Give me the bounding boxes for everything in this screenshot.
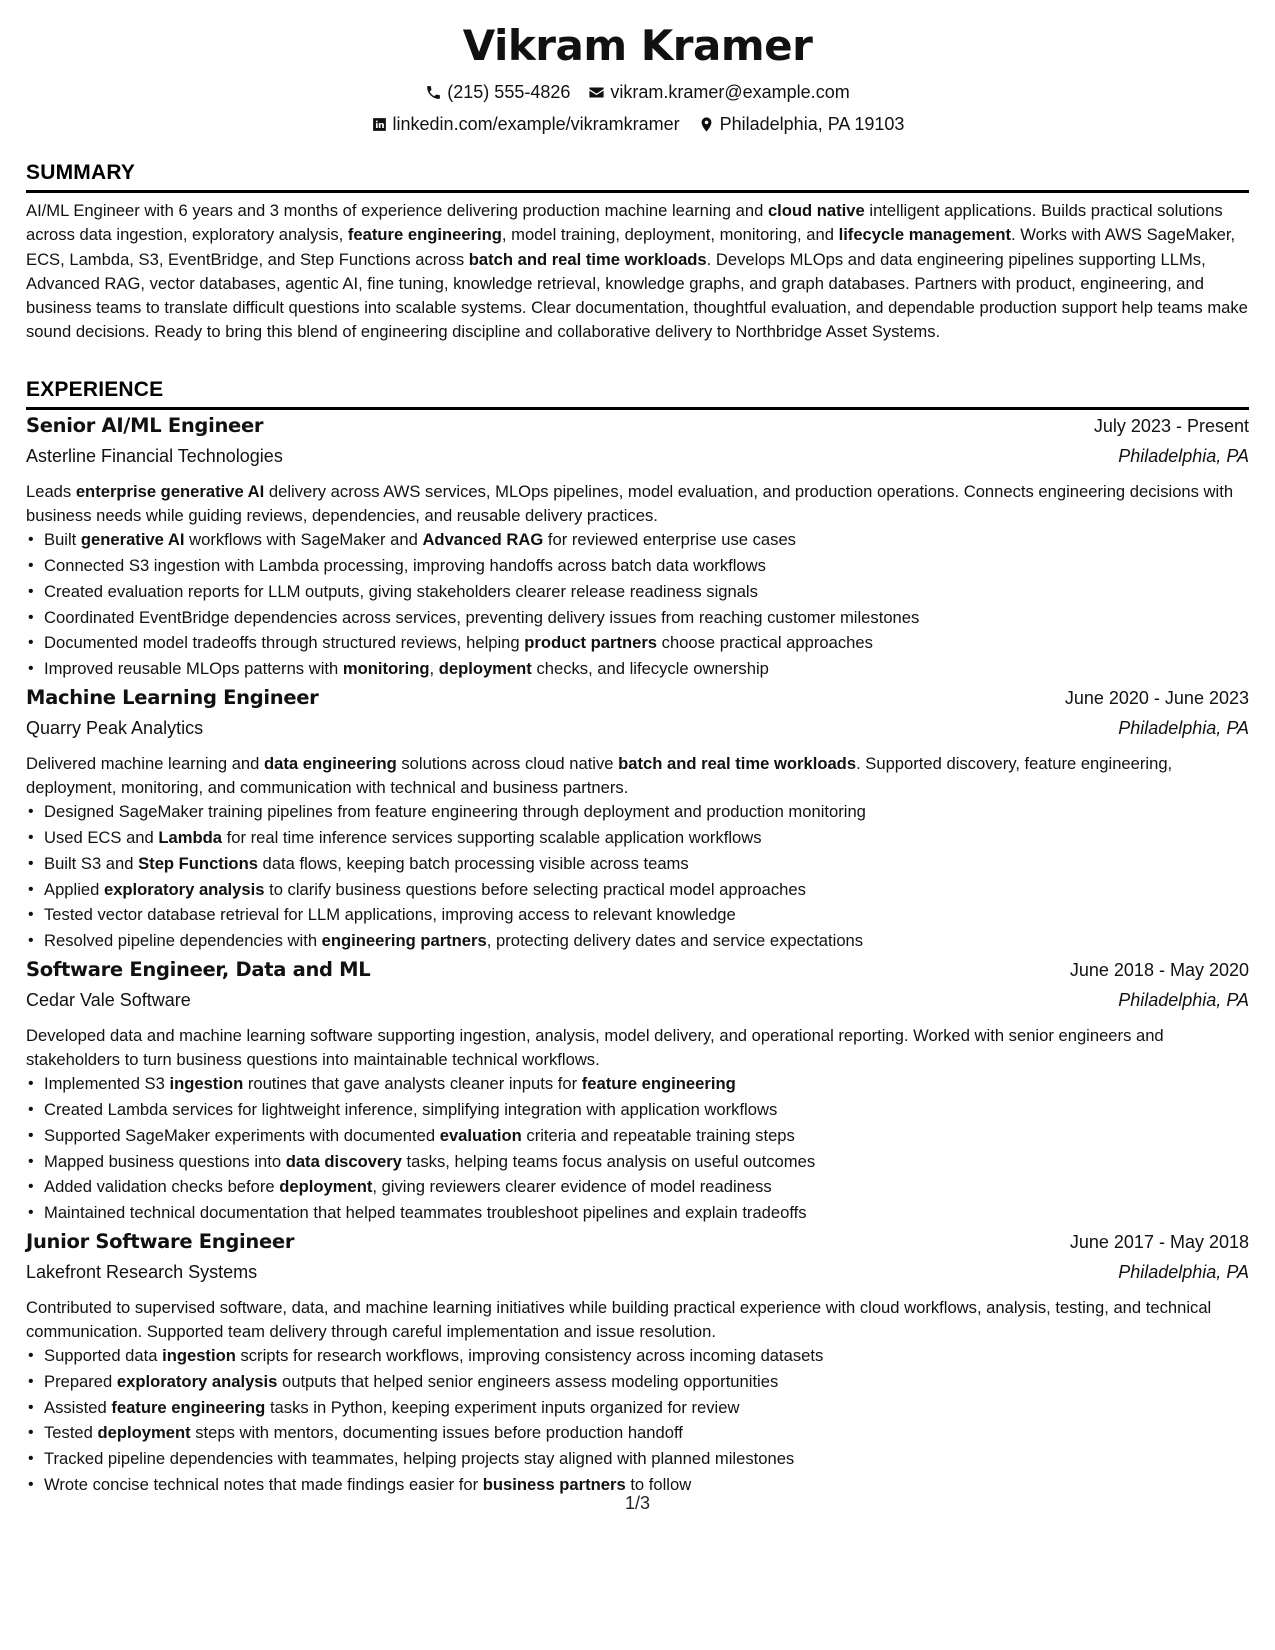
bold-text: monitoring [342, 659, 430, 679]
text-run: Supported data [44, 1346, 163, 1366]
text-run: to follow [625, 1475, 692, 1495]
job-description [26, 1296, 1249, 1343]
bullet-item [26, 1071, 1249, 1097]
text-run: criteria and repeatable training steps [521, 1125, 795, 1145]
job-dates: July 2023 - Present [1093, 416, 1249, 436]
bold-text: lifecycle management [838, 225, 1012, 245]
job-entry [26, 1230, 1249, 1498]
text-run: Used ECS and [44, 827, 159, 847]
phone-contact [425, 80, 570, 104]
job-company: Asterline Financial Technologies [26, 446, 283, 466]
job-company: Cedar Vale Software [26, 989, 191, 1010]
linkedin-icon [371, 116, 388, 133]
contact-row-1 [0, 80, 1275, 104]
bold-text: engineering partners [321, 931, 487, 951]
text-run: . Supported discovery, feature engineering, deployment, monitoring, and communication with technical and business partners. [26, 753, 1173, 797]
job-location: Philadelphia, PA [1118, 446, 1249, 466]
job-entry [26, 686, 1249, 954]
text-run: to clarify business questions before selecting practical model approaches [264, 879, 806, 899]
job-bullets [26, 1343, 1249, 1498]
bold-text: cloud native [767, 201, 865, 220]
bold-text: Advanced RAG [422, 530, 544, 550]
text-run: Built S3 and [44, 853, 139, 873]
bold-text: business partners [482, 1475, 626, 1495]
bold-text: exploratory analysis [116, 1371, 278, 1391]
bullet-item [26, 1123, 1249, 1149]
bullet-item [26, 1395, 1249, 1421]
text-run: , protecting delivery dates and service expectations [486, 931, 864, 951]
text-run: checks, and lifecycle ownership [531, 659, 769, 679]
bullet-item [26, 825, 1249, 851]
envelope-icon [588, 84, 605, 101]
text-run: Prepared [44, 1371, 117, 1391]
text-run: tasks in Python, keeping experiment inputs organized for review [265, 1397, 740, 1417]
text-run: AI/ML Engineer with 6 years and 3 months of experience delivering production machine learning and [26, 201, 768, 220]
job-subheader [26, 990, 1249, 1020]
text-run: . Develops MLOps and data engineering pipelines supporting LLMs, Advanced RAG, vector databases, agentic AI, fine tuning, knowledge retrieval, knowledge graphs, and graph databases. Partners with product, engineering, and business teams to translate difficult questions into scalable systems. Clear documentation, thoughtful evaluation, and dependable production support help teams make sound decisions. Ready to bring this blend of engineering discipline and collaborative delivery to Northbridge Asset Systems. [26, 249, 1248, 342]
text-run: intelligent applications. Builds practical solutions across data ingestion, exploratory analysis, [26, 201, 1223, 245]
text-run: , [429, 659, 439, 679]
text-run: routines that gave analysts cleaner inputs for [243, 1074, 582, 1094]
text-run: Assisted [44, 1397, 112, 1417]
bullet-item [26, 851, 1249, 877]
text-run: Documented model tradeoffs through structured reviews, helping [44, 633, 525, 653]
text-run: outputs that helped senior engineers assess modeling opportunities [277, 1371, 779, 1391]
text-run: Created evaluation reports for LLM outputs, giving stakeholders clearer release readiness signals [44, 581, 758, 601]
job-company: Lakefront Research Systems [26, 1261, 258, 1282]
text-run: steps with mentors, documenting issues before production handoff [190, 1423, 683, 1443]
bold-text: deployment [279, 1177, 373, 1197]
experience-section [26, 377, 1249, 1498]
job-bullets [26, 527, 1249, 682]
bullet-item [26, 1343, 1249, 1369]
location-text: Philadelphia, PA 19103 [719, 114, 905, 134]
bold-text: deployment [438, 659, 532, 679]
text-run: Added validation checks before [44, 1177, 280, 1197]
text-run: Tested vector database retrieval for LLM applications, improving access to relevant knowledge [44, 905, 736, 925]
text-run: Delivered machine learning and [26, 753, 264, 773]
text-run: Maintained technical documentation that helped teammates troubleshoot pipelines and explain tradeoffs [44, 1203, 807, 1223]
bullet-item [26, 1149, 1249, 1175]
bullet-item [26, 1174, 1249, 1200]
job-bullets [26, 1071, 1249, 1226]
text-run: Contributed to supervised software, data, and machine learning initiatives while building practical experience with cloud workflows, analysis, testing, and technical communication. Supported team delivery through careful implementation and issue resolution. [26, 1297, 1212, 1341]
bold-text: exploratory analysis [103, 879, 265, 899]
bold-text: ingestion [169, 1074, 244, 1094]
bullet-item [26, 527, 1249, 553]
bold-text: data engineering [263, 753, 397, 773]
job-header [26, 1230, 1249, 1262]
text-run: Mapped business questions into [44, 1151, 286, 1171]
map-pin-icon [698, 116, 715, 133]
text-run: . Works with AWS SageMaker, ECS, Lambda, S3, EventBridge, and Step Functions across [26, 225, 1236, 269]
text-run: solutions across cloud native [396, 753, 619, 773]
job-entry [26, 414, 1249, 682]
job-entry [26, 958, 1249, 1226]
job-subheader [26, 718, 1249, 748]
text-run: Implemented S3 [44, 1074, 170, 1094]
bullet-item [26, 656, 1249, 682]
job-bullets [26, 799, 1249, 954]
text-run: Tracked pipeline dependencies with teammates, helping projects stay aligned with planned milestones [44, 1449, 795, 1469]
bullet-item [26, 799, 1249, 825]
bold-text: Lambda [158, 827, 222, 847]
linkedin-contact[interactable] [371, 112, 680, 136]
bullet-item [26, 1200, 1249, 1226]
text-run: Improved reusable MLOps patterns with [44, 659, 343, 679]
text-run: for reviewed enterprise use cases [543, 530, 796, 550]
job-header [26, 414, 1249, 446]
text-run: Created Lambda services for lightweight inference, simplifying integration with application workflows [44, 1099, 778, 1119]
bold-text: feature engineering [581, 1074, 736, 1094]
text-run: Wrote concise technical notes that made findings easier for [44, 1475, 483, 1495]
job-subheader [26, 446, 1249, 476]
text-run: tasks, helping teams focus analysis on useful outcomes [401, 1151, 816, 1171]
text-run: , giving reviewers clearer evidence of model readiness [372, 1177, 772, 1197]
text-run: Coordinated EventBridge dependencies across services, preventing delivery issues from reaching customer milestones [44, 607, 920, 627]
job-location: Philadelphia, PA [1118, 1261, 1249, 1282]
experience-heading: EXPERIENCE [26, 377, 1249, 410]
bullet-item [26, 877, 1249, 903]
text-run: Resolved pipeline dependencies with [44, 931, 322, 951]
job-location: Philadelphia, PA [1118, 989, 1249, 1010]
summary-heading: SUMMARY [26, 160, 1249, 193]
text-run: workflows with SageMaker and [184, 530, 423, 550]
text-run: choose practical approaches [657, 633, 873, 653]
bullet-item [26, 605, 1249, 631]
bullet-item [26, 928, 1249, 954]
job-dates: June 2018 - May 2020 [1069, 959, 1249, 980]
text-run: Developed data and machine learning software supporting ingestion, analysis, model delivery, and operational reporting. Worked with senior engineers and stakeholders to turn business questions into maintainable technical workflows. [26, 1025, 1164, 1069]
text-run: for real time inference services supporting scalable application workflows [222, 827, 762, 847]
bold-text: deployment [97, 1423, 191, 1443]
bold-text: batch and real time workloads [618, 753, 857, 773]
contact-row-2 [0, 112, 1275, 136]
job-dates: June 2017 - May 2018 [1069, 1231, 1249, 1252]
jobs-list [26, 414, 1249, 1498]
summary-section [26, 160, 1249, 345]
text-run: Applied [44, 879, 104, 899]
text-run: Supported SageMaker experiments with documented [44, 1125, 440, 1145]
linkedin-text[interactable]: linkedin.com/example/vikramkramer [392, 114, 680, 134]
bold-text: generative AI [80, 530, 185, 550]
job-description [26, 480, 1249, 527]
job-title: Machine Learning Engineer [26, 685, 319, 709]
text-run: , model training, deployment, monitoring, and [501, 225, 839, 245]
bullet-item [26, 902, 1249, 928]
bullet-item [26, 630, 1249, 656]
bullet-item [26, 553, 1249, 579]
text-run: Built [44, 530, 81, 550]
job-dates: June 2020 - June 2023 [1064, 687, 1249, 708]
bold-text: ingestion [162, 1346, 236, 1366]
job-description [26, 1024, 1249, 1071]
candidate-name: Vikram Kramer [462, 21, 813, 70]
bullet-item [26, 579, 1249, 605]
job-title: Junior Software Engineer [26, 1229, 295, 1253]
page-number: 1/3 [624, 1493, 651, 1513]
text-run: Leads [26, 482, 76, 501]
resume-header [0, 18, 1275, 136]
bullet-item [26, 1420, 1249, 1446]
text-run: Tested [44, 1423, 98, 1443]
text-run: delivery across AWS services, MLOps pipelines, model evaluation, and production operations. Connects engineering decisions with business needs while guiding reviews, dependencies, and reusable delivery practices. [26, 482, 1234, 525]
job-title: Software Engineer, Data and ML [26, 957, 371, 981]
text-run: scripts for research workflows, improving consistency across incoming datasets [235, 1346, 824, 1366]
phone-icon [425, 84, 442, 101]
job-header [26, 958, 1249, 990]
bold-text: evaluation [439, 1125, 522, 1145]
job-company: Quarry Peak Analytics [26, 717, 204, 738]
bullet-item [26, 1446, 1249, 1472]
email-contact[interactable] [588, 80, 849, 104]
summary-text [26, 199, 1249, 345]
bold-text: Step Functions [138, 853, 258, 873]
text-run: data flows, keeping batch processing visible across teams [257, 853, 689, 873]
bold-text: feature engineering [111, 1397, 266, 1417]
job-description [26, 752, 1249, 799]
job-subheader [26, 1262, 1249, 1292]
text-run: Connected S3 ingestion with Lambda processing, improving handoffs across batch data workflows [44, 555, 766, 575]
job-title: Senior AI/ML Engineer [26, 414, 264, 437]
job-location: Philadelphia, PA [1118, 717, 1249, 738]
bold-text: enterprise generative AI [75, 482, 265, 501]
bold-text: product partners [524, 633, 658, 653]
location-contact [698, 112, 905, 136]
text-run: Designed SageMaker training pipelines from feature engineering through deployment and production monitoring [44, 802, 866, 822]
email-text[interactable]: vikram.kramer@example.com [610, 82, 850, 102]
bold-text: feature engineering [347, 225, 502, 245]
bold-text: data discovery [285, 1151, 402, 1171]
bullet-item [26, 1097, 1249, 1123]
job-header [26, 686, 1249, 718]
bullet-item [26, 1369, 1249, 1395]
phone-text: (215) 555-4826 [447, 82, 571, 102]
bold-text: batch and real time workloads [468, 249, 707, 269]
